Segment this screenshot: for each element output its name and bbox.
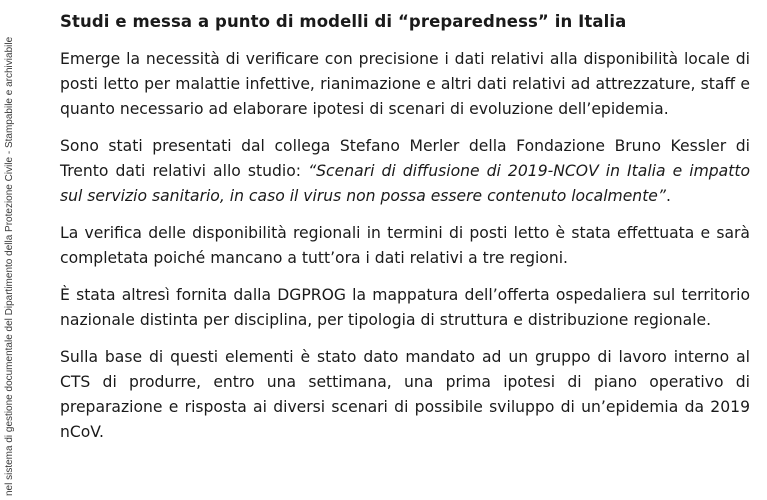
paragraph-2: [60, 134, 750, 209]
document-stamp-text: nel sistema di gestione documentale del Dipartimento della Protezione Civile - Stampabile e archiviabile: [4, 36, 15, 496]
document-body: [60, 12, 750, 457]
paragraph-2-text: Sono stati presentati dal collega Stefano Merler della Fondazione Bruno Kessler di Trento dati relativi allo studio:: [60, 137, 750, 180]
paragraph-2-end: .: [665, 187, 671, 205]
paragraph-5: Sulla base di questi elementi è stato dato mandato ad un gruppo di lavoro interno al CTS di produrre, entro una settimana, una prima ipotesi di piano operativo di preparazione e risposta ai diversi scenari di possibile sviluppo di un’epidemia da 2019 nCoV.: [60, 348, 750, 441]
document-title: Studi e messa a punto di modelli di “preparedness” in Italia: [60, 12, 627, 31]
study-title-italic: “Scenari di diffusione di 2019-NCOV in Italia e impatto sul servizio sanitario, in caso il virus non possa essere contenuto localmente”: [60, 162, 750, 205]
paragraph-4: È stata altresì fornita dalla DGPROG la mappatura dell’offerta ospedaliera sul territorio nazionale distinta per disciplina, per tipologia di struttura e distribuzione regionale.: [60, 286, 750, 329]
paragraph-3: La verifica delle disponibilità regionali in termini di posti letto è stata effettuata e sarà completata poiché mancano a tutt’ora i dati relativi a tre regioni.: [60, 224, 750, 267]
document-stamp-strip: [3, 0, 17, 500]
paragraph-1: Emerge la necessità di verificare con precisione i dati relativi alla disponibilità locale di posti letto per malattie infettive, rianimazione e altri dati relativi ad attrezzature, staff e quanto necessario ad elaborare ipotesi di scenari di evoluzione dell’epidemia.: [60, 50, 750, 118]
